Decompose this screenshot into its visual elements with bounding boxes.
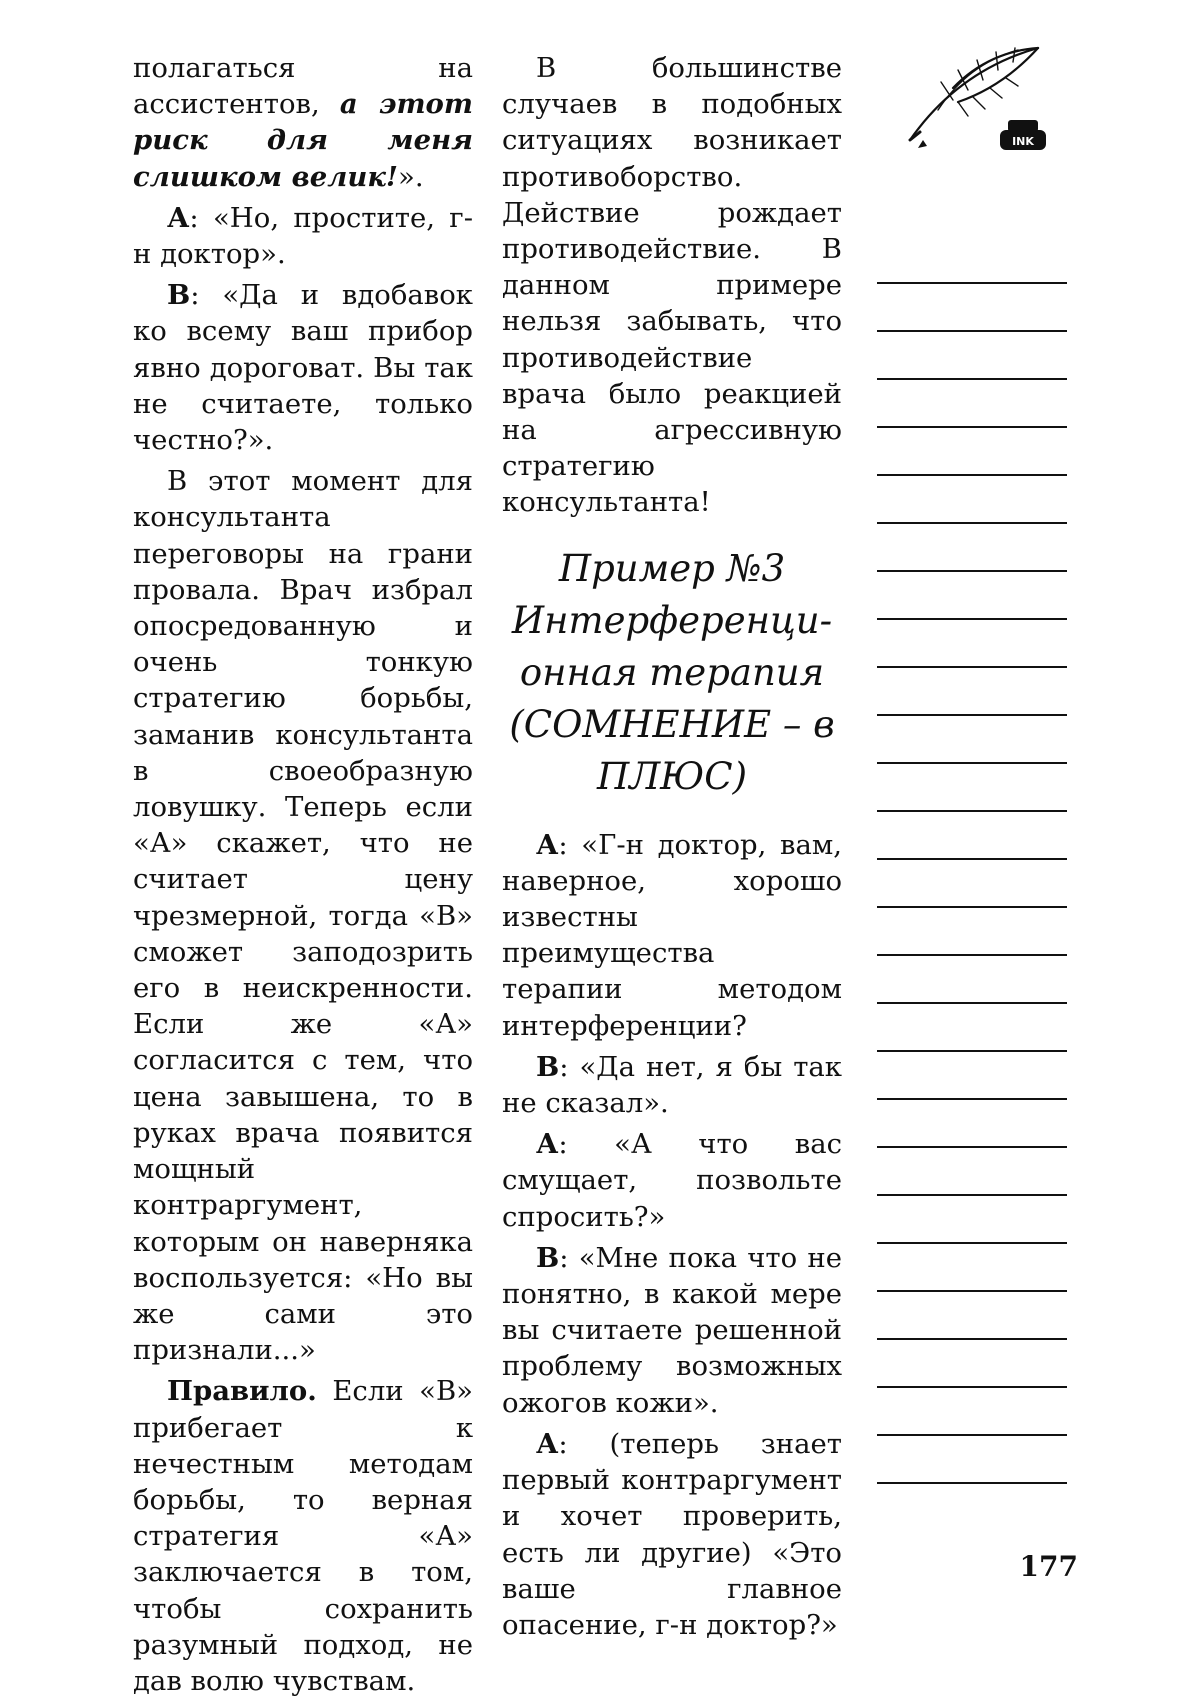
note-line [877, 620, 1067, 668]
dialogue-line [502, 1049, 842, 1121]
dialogue-text: : «Г-н доктор, вам, наверное, хорошо известны преимущества терапии методом интерференции? [502, 828, 842, 1042]
note-line [877, 1100, 1067, 1148]
note-line [877, 1340, 1067, 1388]
note-line [877, 1292, 1067, 1340]
dialogue-line [502, 827, 842, 1044]
rule-text: Если «В» прибегает к нечестным методам борьбы, то верная стратегия «А» заключается в том, чтобы сохранить разумный подход, не дав волю чувствам. [133, 1375, 473, 1697]
note-line [877, 1052, 1067, 1100]
note-line [877, 524, 1067, 572]
note-line [877, 236, 1067, 284]
note-line [877, 1196, 1067, 1244]
note-line [877, 284, 1067, 332]
speaker-label: В [167, 279, 191, 312]
dialogue-text: : «Но, простите, г-н доктор». [133, 201, 473, 271]
page-number: 177 [1019, 1550, 1078, 1583]
note-line [877, 1388, 1067, 1436]
paragraph-continuation [133, 50, 473, 195]
note-line [877, 1436, 1067, 1484]
dialogue-line [133, 200, 473, 272]
note-line [877, 476, 1067, 524]
note-line [877, 860, 1067, 908]
text-run: ». [398, 160, 424, 193]
note-line [877, 572, 1067, 620]
paragraph: В этот момент для консультанта переговоры на грани провала. Врач избрал опосредованную и очень тонкую стратегию борьбы, заманив консультанта в своеобразную ловушку. Теперь если «А» скажет, что не считает цену чрезмерной, тогда «В» сможет заподозрить его в неискренности. Если же «А» согласится с тем, что цена завышена, то в руках врача появится мощный контраргумент, которым он наверняка воспользуется: «Но вы же сами это признали...» [133, 465, 473, 1367]
emphasized-quote: а этот риск для меня слишком велик! [133, 88, 473, 193]
note-line [877, 668, 1067, 716]
speaker-label: А [536, 828, 559, 861]
dialogue-text: : (теперь знает первый контраргумент и хочет проверить, есть ли другие) «Это ваше главное опасение, г-н доктор?» [502, 1427, 842, 1641]
note-line [877, 1148, 1067, 1196]
dialogue-line [502, 1240, 842, 1421]
dialogue-text: : «Да и вдобавок ко всему ваш прибор явно дороговат. Вы так не считаете, только честно?». [133, 279, 473, 457]
note-line [877, 1244, 1067, 1292]
speaker-label: В [536, 1241, 560, 1274]
example-heading [502, 543, 842, 803]
dialogue-line [502, 1426, 842, 1643]
note-line [877, 380, 1067, 428]
speaker-label: А [536, 1128, 559, 1161]
middle-text-column [502, 50, 842, 1648]
dialogue-text: : «Да нет, я бы так не сказал». [502, 1050, 842, 1120]
dialogue-text: : «Мне пока что не понятно, в какой мере вы считаете решенной проблему возможных ожогов кожи». [502, 1241, 842, 1419]
note-line [877, 716, 1067, 764]
notes-lines [877, 236, 1067, 1484]
note-line [877, 956, 1067, 1004]
note-line [877, 908, 1067, 956]
heading-line: онная терапия [519, 650, 825, 694]
heading-line: Пример №3 [558, 546, 786, 590]
left-text-column [133, 50, 473, 1704]
dialogue-text: : «А что вас смущает, позвольте спросить?» [502, 1128, 842, 1233]
note-line [877, 332, 1067, 380]
note-line [877, 1004, 1067, 1052]
quill-inkpot-icon [898, 40, 1058, 155]
paragraph: В большинстве случаев в подобных ситуациях возникает противоборство. Действие рождает противодействие. В данном примере нельзя забывать, что противодействие врача было реакцией на агрессивную стратегию консультанта! [502, 52, 842, 519]
rule-paragraph [133, 1373, 473, 1699]
speaker-label: А [536, 1427, 559, 1460]
dialogue-line [502, 1126, 842, 1235]
inkpot-logo-text: INK [1012, 135, 1034, 148]
dialogue-line [133, 277, 473, 458]
text-run: полагаться на ассистентов, [133, 52, 473, 121]
note-line [877, 428, 1067, 476]
note-line [877, 764, 1067, 812]
speaker-label: В [536, 1050, 560, 1083]
heading-line: (СОМНЕНИЕ – в [509, 702, 835, 746]
heading-line: ПЛЮС) [596, 754, 748, 798]
rule-label: Правило. [167, 1375, 317, 1408]
heading-line: Интерференци- [511, 598, 833, 642]
note-line [877, 812, 1067, 860]
speaker-label: А [167, 201, 190, 234]
